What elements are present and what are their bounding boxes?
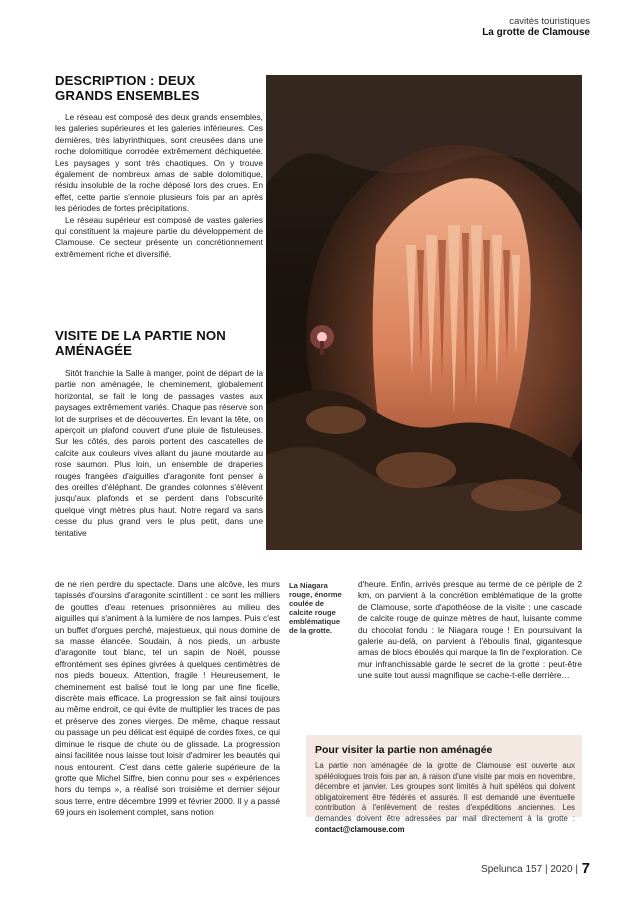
running-header <box>482 16 590 38</box>
section2-text-part3: d'heure. Enfin, arrivés presque au terme de ce périple de 2 km, on parvient à la concrétion emblématique de la grotte de Clamouse, sorte d'apothéose de la visite : une cascade de calcite rouge de quinze mètres de haut, luisante comme du chocolat fondu : le Niagara rouge ! En poursuivant la galerie au-delà, on parvient à l'éboulis final, gigantesque amas de blocs éboulés qui marque la fin de l'exploration. Ce mur infranchissable garde le secret de la grotte : peut-être une suite tout aussi magnifique se cache-t-elle derrière… <box>358 579 582 681</box>
photo-caption: La Niagara rouge, énorme coulée de calcite rouge emblématique de la grotte. <box>289 581 342 635</box>
info-box-text <box>315 761 575 835</box>
email-link[interactable]: contact@clamouse.com <box>315 824 405 834</box>
page-number: 7 <box>581 860 590 877</box>
cave-photo <box>266 75 582 550</box>
section2-text-part2: de ne rien perdre du spectacle. Dans une alcôve, les murs tapissés d'oursins d'aragonite scintillent : ce sont les milliers de gouttes d'eau retenues prisonnières au milieu des aiguilles qui s'animent à la lumière de nos lampes. Puis c'est un buffet d'orgues perché, majestueux, qui nous domine de sa masse élancée. Soudain, à nos pieds, un arbuste d'aragonite tout blanc, tel un sapin de Noël, pousse effrontément ses épines givrées à quelques centimètres de nos pieds boueux. Attention, fragile ! Heureusement, le cheminement est balisé tout le long par une fine ficelle, discrète mais efficace. La progression se fait ainsi toujours au même endroit, ce qui évite de multiplier les traces de pas et préserve des zones vierges. De même, chaque ressaut ou passage un peu délicat est équipé de cordes fixes, ce qui diminue le risque de chute ou de glissade. La progression ainsi facilitée nous laisse tout loisir d'admirer les beautés qui nous entourent. C'est dans cette galerie supérieure de la grotte que Michel Siffre, bien connu pour ses « expériences hors du temps », a réalisé son troisième et dernier séjour sous terre, entre décembre 1999 et février 2000. Il y a passé 69 jours en isolement complet, sans notion <box>55 579 280 818</box>
info-box-body: La partie non aménagée de la grotte de Clamouse est ouverte aux spéléologues trois fois par an, à raison d'une visite par mois en novembre, décembre et janvier. Les groupes sont limités à huit spéléos qui doivent obligatoirement être fédérés et assurés. Il est demandé une éventuelle contribution à l'enlèvement de restes d'expéditions anciennes. Les demandes doivent être adressées par mail directement à la grotte : <box>315 761 575 823</box>
info-box <box>306 735 582 834</box>
header-title: La grotte de Clamouse <box>482 27 590 38</box>
heading-visite: VISITE DE LA PARTIE NON AMÉNAGÉE <box>55 328 226 358</box>
section2-body-col1-wide <box>55 579 280 819</box>
section1-paragraph-1: Le réseau est composé des deux grands ensembles, les galeries supérieures et les galeries inférieures. Ces dernières, très labyrinthiques, sont creusées dans une roche dolomitique corrodée extrêmement déchiquetée. Les paysages y sont très chaotiques. On y trouve également de nombreux amas de sable dolomitique, résidu insoluble de la roche déposé lors des crues. En effet, cette partie s'ennoie plusieurs fois par an après les périodes de fortes précipitations. <box>55 112 263 214</box>
footer-magazine: Spelunca 157 | 2020 | <box>481 864 578 875</box>
section2-text-part1: Sitôt franchie la Salle à manger, point de départ de la partie non aménagée, le cheminement, globalement horizontal, se fait le long de passages vastes aux paysages extrêmement variés. Chaque pas réserve son lot de surprises et de découvertes. En levant la tête, on aperçoit un plafond couvert d'une pluie de fistuleuses. Sur les côtés, des parois portent des cascatelles de calcite aux couleurs vives allant du jaune moutarde au rose saumon. Plus loin, un ensemble de draperies rouges frangées d'aiguilles d'aragonite font penser à des oreilles d'éléphant. De grandes colonnes s'élèvent jusqu'aux plafonds et se perdent dans l'obscurité quelque vingt mètres plus haut. Notre regard va sans cesse du plus grand vers le plus petit, dans une tentative <box>55 368 263 538</box>
section2-body-col1 <box>55 368 263 539</box>
section1-body <box>55 112 263 260</box>
header-section: cavités touristiques <box>509 16 590 27</box>
section1-paragraph-2: Le réseau supérieur est composé de vastes galeries qui constituent la majeure partie du développement de Clamouse. Ce secteur présente un concrétionnement extrêmement riche et diversifié. <box>55 214 263 259</box>
info-box-title: Pour visiter la partie non aménagée <box>315 744 493 756</box>
heading-description: DESCRIPTION : DEUX GRANDS ENSEMBLES <box>55 73 200 103</box>
section2-body-col2 <box>358 579 582 682</box>
cave-photo-illustration <box>266 75 582 550</box>
